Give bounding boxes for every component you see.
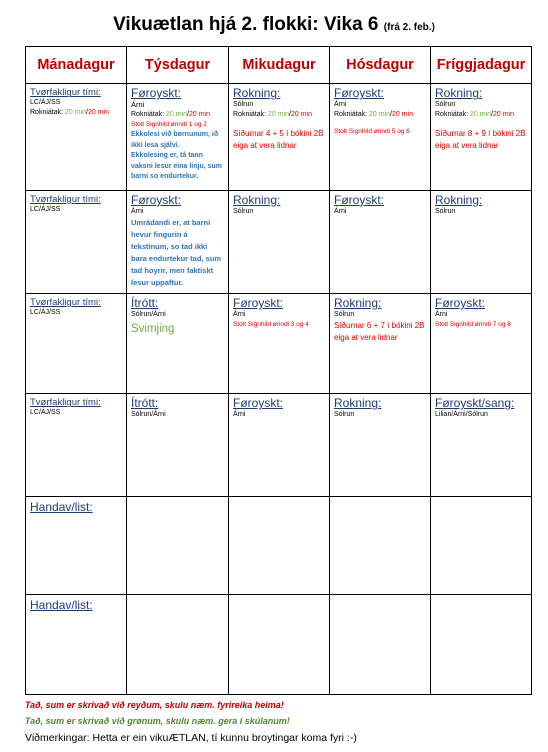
school-note: Umrádandi er, at barni hevur fingurin á tekstinum, so tad ikki bara endurtekur tad, sum tad hoyrir, men faktiskt lesur uppaftur.: [131, 217, 222, 287]
subject-label: Rokning:: [233, 86, 281, 101]
teacher-label: Árni: [334, 207, 347, 215]
header-row: [26, 47, 532, 84]
footer-green-note: Tað, sum er skrivað við grønum, skulu næm. gera í skúlanum!: [25, 716, 290, 726]
cell-wed-3: [229, 294, 330, 394]
teacher-label: Sólrun: [233, 101, 254, 109]
rokniatak-line: Rokniátak: 20 min/20 min: [334, 111, 414, 119]
teacher-label: Árni: [233, 411, 246, 419]
cell-tue-6: [127, 594, 229, 694]
subject-label: Føroyskt:: [233, 296, 283, 311]
cell-mon-2: [26, 190, 127, 293]
cell-mon-6: [26, 594, 127, 694]
cell-thu-5: [330, 496, 431, 594]
rokniatak-line: Rokniátak: 20 min/20 min: [435, 111, 515, 119]
homework-note: Stolt Signhild ørindi 7 og 8: [435, 321, 511, 329]
cell-mon-4: [26, 394, 127, 496]
day-header-thursday: Hósdagur: [330, 47, 431, 84]
subject-label: Rokning:: [334, 396, 382, 411]
table-row: [26, 294, 532, 394]
homework-note: Síðurnar 8 + 9 í bókini 2B eiga at vera lidnar: [435, 129, 526, 151]
cell-tue-5: [127, 496, 229, 594]
homework-note: Stolt Signhild ørindi 1 og 2: [131, 121, 207, 129]
teacher-label: Sólrun: [435, 101, 456, 109]
teacher-label: Árni: [131, 207, 144, 215]
cell-wed-6: [229, 594, 330, 694]
homework-note: Stolt Signhild ørindi 3 og 4: [233, 321, 309, 329]
subject-label: Føroyskt:: [131, 192, 181, 207]
school-activity: Svimjing: [131, 323, 175, 336]
cell-fri-1: [431, 84, 532, 190]
teacher-label: Árni: [233, 311, 246, 319]
weekly-schedule-table: [25, 46, 532, 695]
cell-thu-2: [330, 190, 431, 293]
teacher-label: Lilian/Árni/Sólrun: [435, 411, 488, 419]
subject-label: Føroyskt:: [435, 296, 485, 311]
footer-red-note: Tað, sum er skrivað við reyðum, skulu næm. fyrireika heima!: [25, 700, 284, 710]
teacher-label: Sólrun/Árni: [131, 311, 166, 319]
page-title: [0, 14, 548, 36]
teacher-label: Sólrun: [233, 207, 254, 215]
cell-wed-1: [229, 84, 330, 190]
homework-note: Stolt Signhild ørindi 5 og 6: [334, 128, 410, 136]
footer-remarks: Viðmerkingar: Hetta er ein vikuÆTLAN, tí kunnu broytingar koma fyri :-): [25, 732, 357, 744]
cell-fri-5: [431, 496, 532, 594]
day-header-tuesday: Týsdagur: [127, 47, 229, 84]
teacher-label: Sólrun: [334, 311, 355, 319]
cell-wed-5: [229, 496, 330, 594]
teacher-label: LC/ÁJ/SS: [30, 99, 61, 107]
homework-note: Síðurnar 4 + 5 í bókini 2B eiga at vera lidnar: [233, 129, 324, 151]
cell-wed-2: [229, 190, 330, 293]
school-note: Ekkolesi við børnunum, ið ikki lesa sjálvi.: [131, 131, 219, 149]
subject-label: Føroyskt:: [334, 192, 384, 207]
day-header-wednesday: Mikudagur: [229, 47, 330, 84]
teacher-label: Sólrun: [334, 411, 355, 419]
rokniatak-line: Rokniátak: 20 min/20 min: [131, 111, 211, 119]
teacher-label: LC/ÁJ/SS: [30, 309, 61, 317]
subject-label: Ítrótt:: [131, 396, 159, 411]
cell-tue-2: [127, 190, 229, 293]
cell-mon-1: [26, 84, 127, 190]
rokniatak-line: Rokniátak: 20 min/20 min: [30, 109, 110, 117]
teacher-label: Sólrun/Árni: [131, 411, 166, 419]
table-row: [26, 190, 532, 293]
cell-fri-6: [431, 594, 532, 694]
table-row: [26, 594, 532, 694]
subject-label: Handav/list:: [30, 597, 93, 612]
teacher-label: LC/ÁJ/SS: [30, 409, 61, 417]
cell-wed-4: [229, 394, 330, 496]
teacher-label: Árni: [334, 101, 347, 109]
cell-mon-5: [26, 496, 127, 594]
cell-thu-1: [330, 84, 431, 190]
subject-label: Føroyskt:: [131, 86, 181, 101]
subject-label: Handav/list:: [30, 499, 93, 514]
subject-label: Tvørfakligur tími:: [30, 87, 101, 99]
table-row: [26, 394, 532, 496]
cell-tue-4: [127, 394, 229, 496]
cell-fri-4: [431, 394, 532, 496]
teacher-label: Sólrun: [435, 207, 456, 215]
teacher-label: LC/ÁJ/SS: [30, 205, 61, 213]
cell-fri-2: [431, 190, 532, 293]
homework-note: Síðurnar 6 + 7 í bókini 2B eiga at vera lidnar: [334, 321, 425, 343]
title-date-range: (frá 2. feb.): [383, 22, 435, 33]
school-note: Ekkolesing er, tá tann vaksni lesur eina linju, sum barni so endurtekur.: [131, 152, 223, 181]
table-row: [26, 496, 532, 594]
cell-thu-3: [330, 294, 431, 394]
subject-label: Føroyskt/sang:: [435, 396, 515, 411]
day-header-monday: Mánadagur: [26, 47, 127, 84]
day-header-friday: Fríggjadagur: [431, 47, 532, 84]
table-row: [26, 84, 532, 190]
subject-label: Tvørfakligur tími:: [30, 397, 101, 409]
subject-label: Føroyskt:: [334, 86, 384, 101]
cell-mon-3: [26, 294, 127, 394]
title-main: Vikuætlan hjá 2. flokki: Vika 6: [113, 14, 379, 35]
teacher-label: Árni: [435, 311, 448, 319]
subject-label: Føroyskt:: [233, 396, 283, 411]
subject-label: Tvørfakligur tími:: [30, 297, 101, 309]
subject-label: Rokning:: [334, 296, 382, 311]
cell-tue-1: [127, 84, 229, 190]
cell-tue-3: [127, 294, 229, 394]
subject-label: Tvørfakligur tími:: [30, 193, 101, 205]
rokniatak-line: Rokniátak: 20 min/20 min: [233, 111, 313, 119]
subject-label: Rokning:: [233, 192, 281, 207]
teacher-label: Árni: [131, 100, 145, 110]
cell-fri-3: [431, 294, 532, 394]
subject-label: Rokning:: [435, 192, 483, 207]
subject-label: Rokning:: [435, 86, 483, 101]
cell-thu-4: [330, 394, 431, 496]
cell-thu-6: [330, 594, 431, 694]
subject-label: Ítrótt:: [131, 296, 159, 311]
